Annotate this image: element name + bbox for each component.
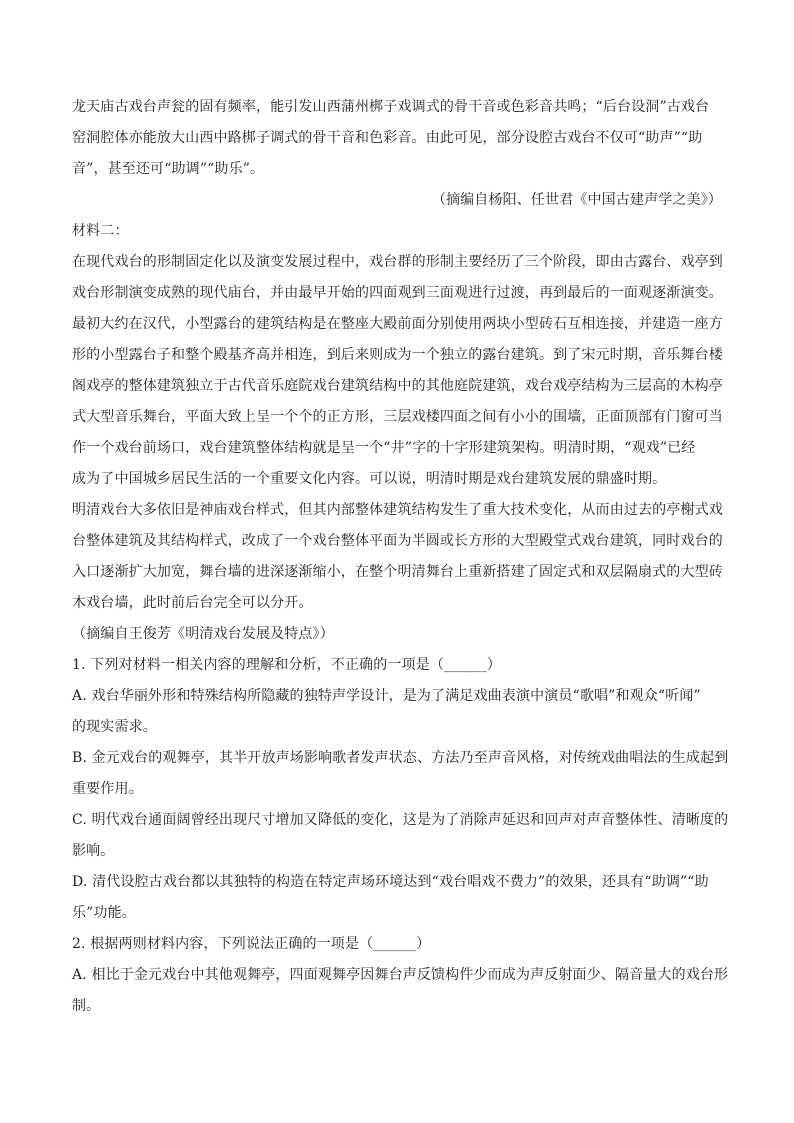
option-a-continued: 制。 xyxy=(72,998,101,1014)
text-line: 式大型音乐舞台，平面大致上呈一个个的正方形，三层戏楼四面之间有小小的围墙，正面顶部有门窗可当 xyxy=(72,409,723,425)
text-line: 明清戏台大多依旧是神庙戏台样式，但其内部整体建筑结构发生了重大技术变化，从而由过去的亭榭式戏 xyxy=(72,502,723,518)
option-c-continued: 影响。 xyxy=(72,843,115,859)
option-d-continued: 乐”功能。 xyxy=(72,905,136,921)
document-page xyxy=(72,92,729,1022)
text-line: 戏台形制演变成熟的现代庙台，并由最早开始的四面观到三面观进行过渡，再到最后的一面观逐渐演变。 xyxy=(72,285,723,301)
option-b: B. 金元戏台的观舞亭，其半开放声场影响歌者发声状态、方法乃至声音风格，对传统戏曲唱法的生成起到 xyxy=(72,750,729,766)
text-line: 最初大约在汉代，小型露台的建筑结构是在整座大殿前面分别使用两块小型砖石互相连接，并建造一座方 xyxy=(72,316,723,332)
question-2: 2. 根据两则材料内容，下列说法正确的一项是（______） xyxy=(72,936,431,952)
source-citation: （摘编自王俊芳《明清戏台发展及特点》） xyxy=(72,626,334,642)
source-citation: （摘编自杨阳、任世君《中国古建声学之美》） xyxy=(431,192,722,208)
option-a: A. 戏台华丽外形和特殊结构所隐藏的独特声学设计，是为了满足戏曲表演中演员“歌唱”和观众“听闻” xyxy=(72,688,701,704)
option-d: D. 清代设腔古戏台都以其独特的构造在特定声场环境达到“戏台唱戏不费力”的效果，还具有“助调”“助 xyxy=(72,874,709,890)
text-line: 在现代戏台的形制固定化以及演变发展过程中，戏台群的形制主要经历了三个阶段，即由古露台、戏亭到 xyxy=(72,254,723,270)
text-line: 音”，甚至还可“助调”“助乐”。 xyxy=(72,161,265,177)
option-a: A. 相比于金元戏台中其他观舞亭，四面观舞亭因舞台声反馈构件少而成为声反射面少、隔音量大的戏台形 xyxy=(72,967,729,983)
text-line: 木戏台墙，此时前后台完全可以分开。 xyxy=(72,595,313,611)
section-heading: 材料二： xyxy=(72,223,129,239)
text-line: 台整体建筑及其结构样式，改成了一个戏台整体平面为半圆或长方形的大型殿堂式戏台建筑，同时戏台的 xyxy=(72,533,723,549)
text-line: 窑洞腔体亦能放大山西中路梆子调式的骨干音和色彩音。由此可见，部分设腔古戏台不仅可“助声”“助 xyxy=(72,130,703,146)
text-line: 作一个戏台前场口，戏台建筑整体结构就是呈一个“井”字的十字形建筑架构。明清时期，“观戏”已经 xyxy=(72,440,696,456)
question-1: 1. 下列对材料一相关内容的理解和分析，不正确的一项是（______） xyxy=(72,657,502,673)
option-a-continued: 的现实需求。 xyxy=(72,719,157,735)
text-line: 龙天庙古戏台声瓮的固有频率，能引发山西蒲州梆子戏调式的骨干音或色彩音共鸣；“后台设洞”古戏台 xyxy=(72,99,710,115)
text-line: 入口逐渐扩大加宽，舞台墙的进深逐渐缩小，在整个明清舞台上重新搭建了固定式和双层隔扇式的大型砖 xyxy=(72,564,723,580)
text-line: 成为了中国城乡居民生活的一个重要文化内容。可以说，明清时期是戏台建筑发展的鼎盛时期。 xyxy=(72,471,667,487)
text-line: 形的小型露台子和整个殿基齐高并相连，到后来则成为一个独立的露台建筑。到了宋元时期，音乐舞台楼 xyxy=(72,347,723,363)
option-c: C. 明代戏台通面阔曾经出现尺寸增加又降低的变化，这是为了消除声延迟和回声对声音整体性、清晰度的 xyxy=(72,812,729,828)
text-line: 阁戏亭的整体建筑独立于古代音乐庭院戏台建筑结构中的其他庭院建筑，戏台戏亭结构为三层高的木构亭 xyxy=(72,378,723,394)
option-b-continued: 重要作用。 xyxy=(72,781,143,797)
